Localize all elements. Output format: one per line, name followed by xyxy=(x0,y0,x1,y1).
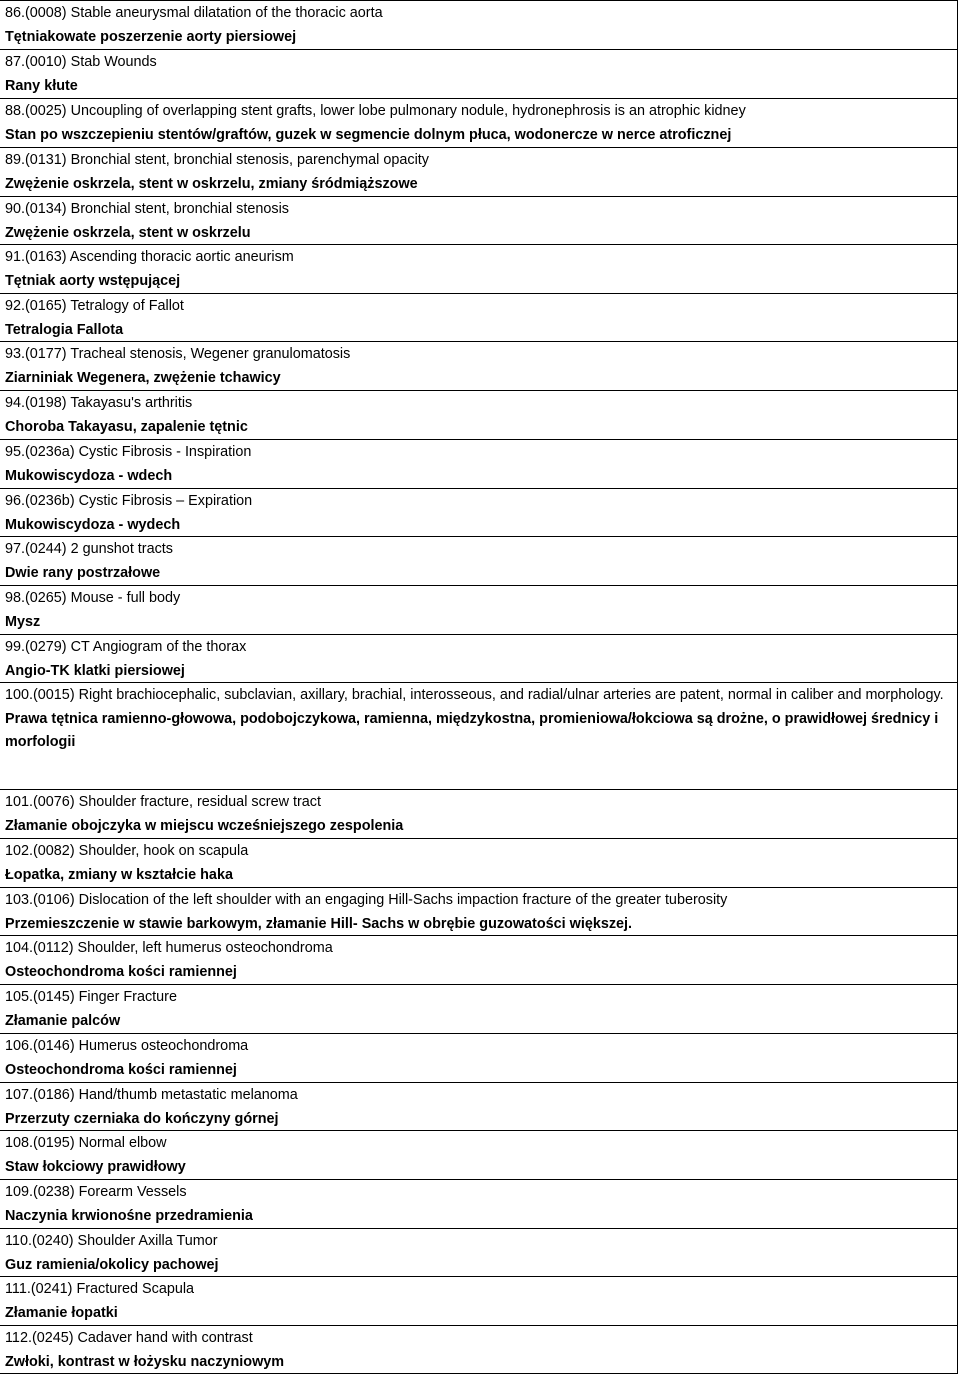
table-row xyxy=(0,488,958,536)
entry-polish: Tętniak aorty wstępującej xyxy=(5,272,181,289)
table-row xyxy=(0,0,958,49)
entry-english: 93.(0177) Tracheal stenosis, Wegener granulomatosis xyxy=(5,346,351,362)
table-row xyxy=(0,984,958,1033)
entry-english: 105.(0145) Finger Fracture xyxy=(5,989,177,1005)
table-row xyxy=(0,1082,958,1130)
entry-polish: Rany kłute xyxy=(5,77,78,94)
entry-english: 98.(0265) Mouse - full body xyxy=(5,590,181,606)
entry-polish: Mysz xyxy=(5,613,41,630)
entry-english: 107.(0186) Hand/thumb metastatic melanoma xyxy=(5,1087,298,1103)
entry-polish: Ziarniniak Wegenera, zwężenie tchawicy xyxy=(5,369,281,386)
entry-polish: Osteochondroma kości ramiennej xyxy=(5,963,237,980)
entry-english: 86.(0008) Stable aneurysmal dilatation of the thoracic aorta xyxy=(5,5,383,21)
entry-polish: Mukowiscydoza - wydech xyxy=(5,516,181,533)
entry-english: 100.(0015) Right brachiocephalic, subclavian, axillary, brachial, interosseous, and radial/ulnar arteries are patent, normal in caliber and morphology. xyxy=(5,687,944,703)
entry-polish: Staw łokciowy prawidłowy xyxy=(5,1158,186,1175)
entry-english: 91.(0163) Ascending thoracic aortic aneurism xyxy=(5,249,294,265)
entry-english: 90.(0134) Bronchial stent, bronchial stenosis xyxy=(5,201,289,217)
entry-english: 108.(0195) Normal elbow xyxy=(5,1135,167,1151)
table-row xyxy=(0,634,958,682)
entry-polish: Tętniakowate poszerzenie aorty piersiowej xyxy=(5,28,297,45)
entry-english: 89.(0131) Bronchial stent, bronchial stenosis, parenchymal opacity xyxy=(5,152,429,168)
entry-polish: Złamanie łopatki xyxy=(5,1304,118,1321)
entry-english: 110.(0240) Shoulder Axilla Tumor xyxy=(5,1233,218,1249)
entry-polish: Prawa tętnica ramienno-głowowa, podobojczykowa, ramienna, międzykostna, promieniowa/łokciowa są drożne, o prawidłowej średnicy i morfologii xyxy=(5,710,939,750)
entry-english: 92.(0165) Tetralogy of Fallot xyxy=(5,298,184,314)
entry-polish: Angio-TK klatki piersiowej xyxy=(5,662,185,679)
entry-english: 95.(0236a) Cystic Fibrosis - Inspiration xyxy=(5,444,252,460)
entry-english: 87.(0010) Stab Wounds xyxy=(5,54,157,70)
entry-polish: Guz ramienia/okolicy pachowej xyxy=(5,1256,219,1273)
table-row xyxy=(0,887,958,935)
entry-english: 94.(0198) Takayasu's arthritis xyxy=(5,395,193,411)
entry-english: 88.(0025) Uncoupling of overlapping stent grafts, lower lobe pulmonary nodule, hydronephrosis is an atrophic kidney xyxy=(5,103,746,119)
entry-english: 101.(0076) Shoulder fracture, residual screw tract xyxy=(5,794,321,810)
table-row xyxy=(0,147,958,196)
entry-english: 111.(0241) Fractured Scapula xyxy=(5,1281,195,1297)
entry-polish: Naczynia krwionośne przedramienia xyxy=(5,1207,253,1224)
entry-polish: Dwie rany postrzałowe xyxy=(5,564,161,581)
entry-english: 97.(0244) 2 gunshot tracts xyxy=(5,541,173,557)
table-row xyxy=(0,935,958,984)
table-row xyxy=(0,98,958,147)
table-row xyxy=(0,1325,958,1374)
entry-polish: Zwężenie oskrzela, stent w oskrzelu, zmiany śródmiąższowe xyxy=(5,175,418,192)
entry-polish: Złamanie palców xyxy=(5,1012,121,1029)
entry-polish: Przemieszczenie w stawie barkowym, złamanie Hill- Sachs w obrębie guzowatości większej. xyxy=(5,915,633,932)
table-row xyxy=(0,1179,958,1228)
table-row xyxy=(0,789,958,838)
entry-english: 104.(0112) Shoulder, left humerus osteochondroma xyxy=(5,940,333,956)
table-row xyxy=(0,585,958,634)
entry-english: 106.(0146) Humerus osteochondroma xyxy=(5,1038,249,1054)
entry-english: 96.(0236b) Cystic Fibrosis – Expiration xyxy=(5,493,253,509)
entry-english: 103.(0106) Dislocation of the left shoulder with an engaging Hill-Sachs impaction fracture of the greater tuberosity xyxy=(5,892,728,908)
entry-polish: Łopatka, zmiany w kształcie haka xyxy=(5,866,233,883)
entry-polish: Stan po wszczepieniu stentów/graftów, guzek w segmencie dolnym płuca, wodonercze w nerce atroficznej xyxy=(5,126,732,143)
entry-polish: Mukowiscydoza - wdech xyxy=(5,467,173,484)
entry-polish: Przerzuty czerniaka do kończyny górnej xyxy=(5,1110,279,1127)
table-row xyxy=(0,196,958,244)
table-row xyxy=(0,838,958,887)
entry-polish: Choroba Takayasu, zapalenie tętnic xyxy=(5,418,248,435)
entry-english: 99.(0279) CT Angiogram of the thorax xyxy=(5,639,247,655)
table-row xyxy=(0,49,958,98)
table-row xyxy=(0,536,958,585)
entry-english: 102.(0082) Shoulder, hook on scapula xyxy=(5,843,249,859)
table-row xyxy=(0,1228,958,1276)
table-row xyxy=(0,244,958,293)
entry-polish: Zwężenie oskrzela, stent w oskrzelu xyxy=(5,224,251,241)
entry-polish: Zwłoki, kontrast w łożysku naczyniowym xyxy=(5,1353,285,1370)
entry-english: 112.(0245) Cadaver hand with contrast xyxy=(5,1330,253,1346)
entry-polish: Złamanie obojczyka w miejscu wcześniejszego zespolenia xyxy=(5,817,404,834)
table-row xyxy=(0,390,958,439)
table-row xyxy=(0,1276,958,1325)
table-row xyxy=(0,293,958,341)
table-row xyxy=(0,439,958,488)
table-row xyxy=(0,682,958,789)
entry-english: 109.(0238) Forearm Vessels xyxy=(5,1184,187,1200)
table-row xyxy=(0,1130,958,1179)
entry-polish: Osteochondroma kości ramiennej xyxy=(5,1061,237,1078)
table-row xyxy=(0,1033,958,1082)
table-row xyxy=(0,341,958,390)
entry-polish: Tetralogia Fallota xyxy=(5,321,124,338)
